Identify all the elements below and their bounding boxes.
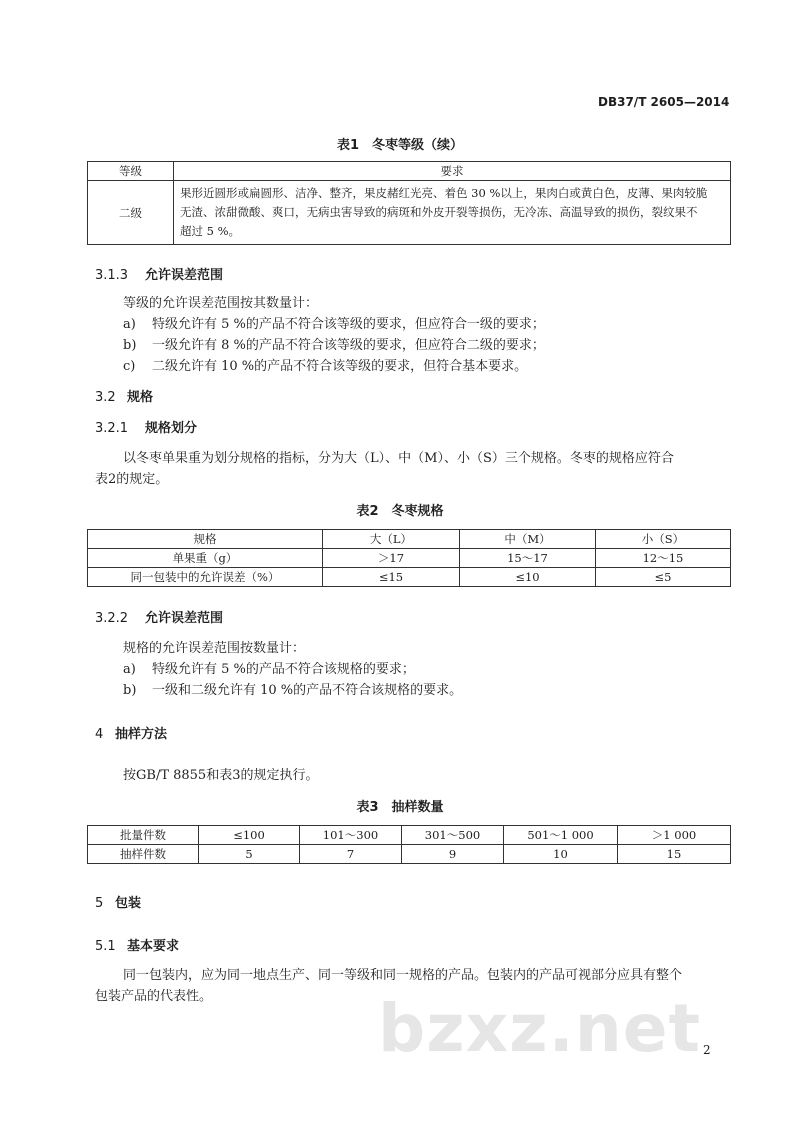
table3-cell: 9	[402, 845, 504, 864]
section-heading-4	[95, 723, 167, 742]
table3	[87, 825, 731, 864]
table2-cell: ≤10	[460, 568, 596, 587]
requirement-line: 超过 5 %。	[180, 224, 241, 238]
table2-row	[88, 549, 731, 568]
table3-cell: 5	[199, 845, 300, 864]
section-title: 基本要求	[127, 939, 180, 954]
section-number: 5.1	[95, 939, 116, 954]
table2-row	[88, 568, 731, 587]
paragraph-line: 以冬枣单果重为划分规格的指标，分为大（L）、中（M）、小（S）三个规格。冬枣的规格应符合	[123, 451, 674, 466]
list-marker: a)	[123, 317, 136, 332]
list-item	[123, 355, 527, 374]
paragraph: 等级的允许误差范围按其数量计：	[123, 296, 319, 311]
table2-header-cell: 小（S）	[596, 530, 731, 549]
list-item	[123, 334, 545, 353]
table1-title: 表1 冬枣等级（续）	[336, 138, 464, 153]
table2-title: 表2 冬枣规格	[356, 504, 444, 519]
table1-grade-cell: 二级	[88, 181, 174, 245]
table3-cell: 抽样件数	[88, 845, 199, 864]
section-number: 5	[95, 896, 104, 911]
list-item	[123, 679, 462, 698]
requirement-line: 无渣、浓甜微酸、爽口，无病虫害导致的病斑和外皮开裂等损伤，无冷冻、高温导致的损伤，裂纹果不	[180, 205, 698, 219]
table3-cell: 批量件数	[88, 826, 199, 845]
paragraph: 规格的允许误差范围按数量计：	[123, 641, 306, 656]
paragraph-line: 表2的规定。	[95, 472, 169, 487]
table1-header-cell: 等级	[88, 162, 174, 181]
section-heading-5	[95, 892, 141, 911]
paragraph-line: 同一包装内，应为同一地点生产、同一等级和同一规格的产品。包装内的产品可视部分应具有整个	[123, 968, 683, 983]
list-marker: b)	[123, 338, 137, 353]
list-marker: a)	[123, 662, 136, 677]
section-title: 允许误差范围	[145, 611, 224, 626]
section-title: 规格	[127, 390, 154, 405]
section-title: 允许误差范围	[145, 268, 224, 283]
list-text: 特级允许有 5 %的产品不符合该等级的要求，但应符合一级的要求；	[152, 317, 545, 332]
table2-cell: ≤5	[596, 568, 731, 587]
section-number: 3.2.1	[95, 421, 129, 436]
section-number: 3.1.3	[95, 268, 129, 283]
table2-header-cell: 中（M）	[460, 530, 596, 549]
table1	[87, 161, 731, 245]
table3-row	[88, 826, 731, 845]
table3-cell: 10	[504, 845, 618, 864]
table3-cell: 501～1 000	[504, 826, 618, 845]
list-marker: b)	[123, 683, 137, 698]
page-number: 2	[703, 1043, 711, 1057]
table3-cell: 7	[300, 845, 402, 864]
table2-cell: ＞17	[323, 549, 460, 568]
section-title: 包装	[115, 896, 142, 911]
table1-requirement-cell	[174, 181, 731, 245]
table3-cell: ＞1 000	[618, 826, 731, 845]
list-text: 特级允许有 5 %的产品不符合该规格的要求；	[152, 662, 415, 677]
table2-cell: 单果重（g）	[88, 549, 323, 568]
paragraph-line: 包装产品的代表性。	[95, 989, 213, 1004]
section-number: 3.2	[95, 390, 116, 405]
requirement-line: 果形近圆形或扁圆形、洁净、整齐，果皮赭红光亮、着色 30 %以上，果肉白或黄白色，皮薄、果肉较脆	[180, 186, 708, 200]
table2-cell: ≤15	[323, 568, 460, 587]
section-number: 4	[95, 727, 104, 742]
section-number: 3.2.2	[95, 611, 129, 626]
table2-cell: 15～17	[460, 549, 596, 568]
table3-cell: 301～500	[402, 826, 504, 845]
watermark: bzxz.net	[378, 990, 702, 1067]
table3-cell: 15	[618, 845, 731, 864]
section-heading-3-2	[95, 386, 153, 405]
list-text: 一级允许有 8 %的产品不符合该等级的要求，但应符合二级的要求；	[152, 338, 545, 353]
table1-row	[88, 181, 731, 245]
paragraph: 按GB/T 8855和表3的规定执行。	[123, 768, 319, 783]
section-heading-3-2-2	[95, 607, 223, 626]
table1-header-cell: 要求	[174, 162, 731, 181]
table3-title: 表3 抽样数量	[356, 800, 444, 815]
section-title: 抽样方法	[115, 727, 168, 742]
table3-cell: ≤100	[199, 826, 300, 845]
table2-cell: 同一包装中的允许误差（%）	[88, 568, 323, 587]
list-item	[123, 313, 545, 332]
list-item	[123, 658, 415, 677]
list-marker: c)	[123, 359, 136, 374]
document-number: DB37/T 2605—2014	[598, 95, 730, 109]
table2	[87, 529, 731, 587]
table3-cell: 101～300	[300, 826, 402, 845]
list-text: 二级允许有 10 %的产品不符合该等级的要求，但符合基本要求。	[152, 359, 528, 374]
section-heading-5-1	[95, 935, 179, 954]
table2-cell: 12～15	[596, 549, 731, 568]
table2-header-cell: 大（L）	[323, 530, 460, 549]
section-heading-3-2-1	[95, 417, 197, 436]
table1-header-row	[88, 162, 731, 181]
table2-header-cell: 规格	[88, 530, 323, 549]
table2-header-row	[88, 530, 731, 549]
list-text: 一级和二级允许有 10 %的产品不符合该规格的要求。	[152, 683, 463, 698]
section-title: 规格划分	[145, 421, 198, 436]
section-heading-3-1-3	[95, 264, 223, 283]
table3-row	[88, 845, 731, 864]
